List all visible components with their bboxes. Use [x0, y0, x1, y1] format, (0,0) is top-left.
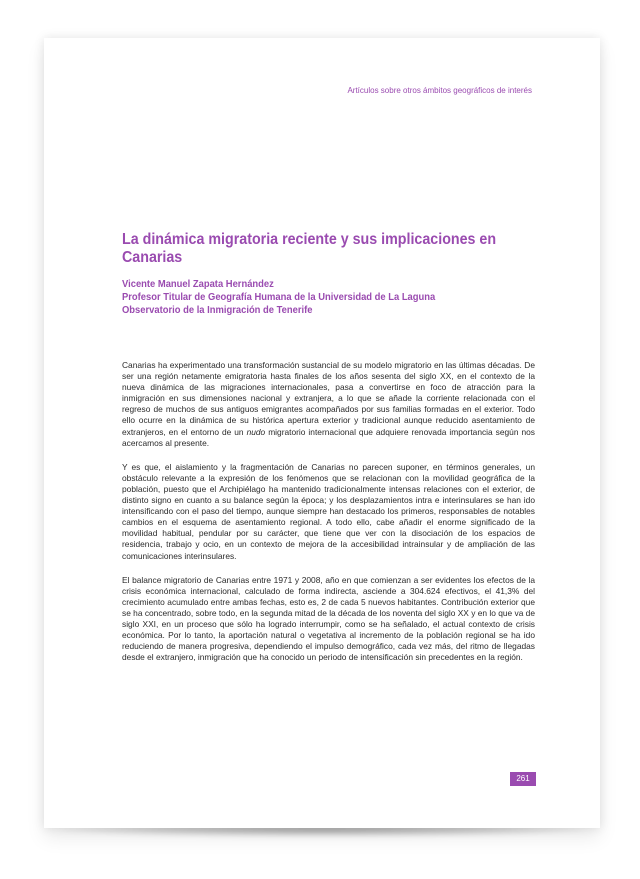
running-header: Artículos sobre otros ámbitos geográficos de interés — [347, 86, 532, 95]
article-title: La dinámica migratoria reciente y sus implicaciones en Canarias — [122, 231, 497, 266]
paragraph-1-text-a: Canarias ha experimentado una transformación sustancial de su modelo migratorio en las últimas décadas. De ser una región netamente emigratoria hasta finales de los años sesenta del siglo XX, en el contexto de la nueva dinámica de las migraciones internacionales, pasa a convertirse en foco de atracción para la inmigración en sus dimensiones nacional y extranjera, a lo que se añade la corriente relacionada con el regreso de muchos de sus antiguos emigrantes acompañados por sus familias formadas en el exterior. Todo ello ocurre en la dinámica de su histórica apertura exterior y tradicional aunque reducido asentamiento de extranjeros, en el entorno de un — [122, 360, 535, 437]
document-page — [44, 38, 600, 828]
author-institution: Observatorio de la Inmigración de Tenerife — [122, 305, 313, 316]
article-body — [122, 360, 535, 676]
paragraph-1-text-b: migratorio internacional que adquiere renovada importancia según nos acercamos al presente. — [122, 426, 535, 448]
paragraph-1-emphasis: nudo — [246, 426, 266, 437]
author-block — [122, 278, 435, 317]
paragraph-1 — [122, 360, 535, 449]
page-number-badge: 261 — [510, 772, 536, 786]
paragraph-3: El balance migratorio de Canarias entre 1971 y 2008, año en que comienzan a ser evidentes los efectos de la crisis económica internacional, calculado de forma indirecta, asciende a 304.624 efectivos, el 41,3% del crecimiento acumulado entre ambas fechas, esto es, 2 de cada 5 nuevos habitantes. Contribución exterior que se ha concentrado, sobre todo, en la segunda mitad de la década de los noventa del siglo XX y en lo que va de siglo XXI, en un proceso que sólo ha logrado interrumpir, como se ha señalado, el actual contexto de crisis económica. Por lo tanto, la aportación natural o vegetativa al incremento de la población regional se ha ido reduciendo de manera progresiva, dependiendo el impulso demográfico, cada vez más, del ritmo de llegadas desde el extranjero, inmigración que ha conocido un periodo de intensificación sin precedentes en la región. — [122, 574, 535, 663]
author-affiliation: Profesor Titular de Geografía Humana de la Universidad de La Laguna — [122, 292, 436, 303]
author-name: Vicente Manuel Zapata Hernández — [122, 279, 274, 290]
paragraph-2: Y es que, el aislamiento y la fragmentación de Canarias no parecen suponer, en términos generales, un obstáculo relevante a la expresión de los fenómenos que se relacionan con la movilidad geográfica de la población, puesto que el Archipiélago ha mantenido tradicionalmente intensas relaciones con el exterior, de distinto signo en cuanto a su balance según la época; y los desplazamientos intra e interinsulares se han ido intensificando con el paso del tiempo, aunque siempre han destacado los primeros, responsables de notables cambios en el esquema de asentamiento regional. A todo ello, cabe añadir el enorme significado de la movilidad habitual, pendular por su carácter, que tiene que ver con la disociación de los espacios de residencia, trabajo y ocio, en un contexto de mejora de la accesibilidad intrainsular y de ampliación de las comunicaciones interinsulares. — [122, 461, 535, 561]
